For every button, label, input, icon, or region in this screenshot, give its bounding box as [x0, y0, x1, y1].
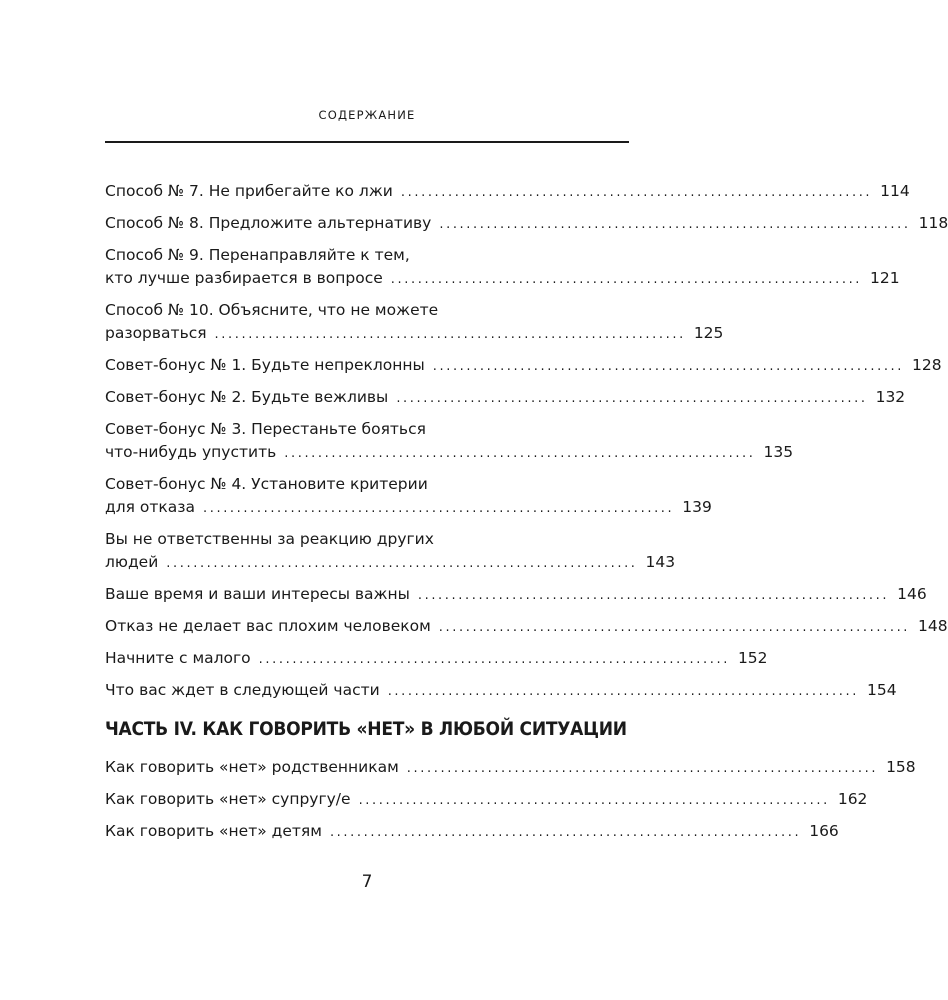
- toc-page-number: 146: [897, 585, 927, 603]
- toc-entries: [105, 180, 948, 711]
- toc-entry: [105, 647, 768, 671]
- toc-page-number: 132: [875, 388, 906, 406]
- toc-page-number: 139: [682, 498, 712, 516]
- toc-entry-title: Ваше время и ваши интересы важны: [105, 585, 410, 603]
- toc-leader-dots: ......................................................................: [166, 556, 638, 571]
- toc-entry-line: [105, 180, 910, 204]
- toc-entry: [105, 583, 927, 607]
- toc-entry-line: [105, 615, 948, 639]
- toc-page-number: 135: [763, 443, 794, 461]
- toc-entry-title: что-нибудь упустить: [105, 443, 277, 461]
- toc-entry-title: кто лучше разбирается в вопросе: [105, 269, 383, 287]
- toc-entry-line: [105, 647, 768, 671]
- toc-page-number: 114: [880, 182, 910, 200]
- toc-entry-title: Способ № 8. Предложите альтернативу: [105, 214, 432, 232]
- toc-entry-line: [105, 551, 676, 575]
- toc-entry: [105, 354, 942, 378]
- toc-entry-title: Вы не ответственны за реакцию других: [105, 530, 434, 548]
- toc-entry: [105, 788, 868, 812]
- toc-entry-title: Способ № 7. Не прибегайте ко лжи: [105, 182, 393, 200]
- toc-entry-line: [105, 496, 712, 520]
- toc-entry-line: [105, 386, 906, 410]
- toc-leader-dots: ......................................................................: [214, 327, 686, 342]
- toc-entry-line: [105, 528, 629, 551]
- toc-entry-title: Как говорить «нет» детям: [105, 822, 322, 840]
- toc-page-number: 125: [693, 324, 724, 342]
- toc-page-number: 148: [918, 617, 948, 635]
- toc-entry: [105, 473, 712, 520]
- toc-entry: [105, 244, 900, 291]
- toc-entry-title: Способ № 10. Объясните, что не можете: [105, 301, 439, 319]
- toc-entry: [105, 386, 906, 410]
- toc-entry: [105, 615, 948, 639]
- toc-entry: [105, 528, 676, 575]
- toc-entry-title: для отказа: [105, 498, 195, 516]
- toc-entry: [105, 418, 794, 465]
- section-heading: ЧАСТЬ IV. КАК ГОВОРИТЬ «НЕТ» В ЛЮБОЙ СИТУАЦИИ: [105, 718, 627, 740]
- toc-leader-dots: ......................................................................: [432, 359, 905, 374]
- toc-entry-line: [105, 820, 839, 844]
- toc-page-number: 143: [645, 553, 676, 571]
- toc-leader-dots: ......................................................................: [203, 501, 675, 516]
- toc-entry-line: [105, 788, 868, 812]
- toc-entry-line: [105, 267, 900, 291]
- toc-entry-line: [105, 322, 724, 346]
- toc-page: [105, 0, 948, 1000]
- toc-leader-dots: ......................................................................: [387, 684, 859, 699]
- toc-entry-line: [105, 299, 629, 322]
- toc-leader-dots: ......................................................................: [358, 793, 830, 808]
- toc-entry-title: Способ № 9. Перенаправляйте к тем,: [105, 246, 410, 264]
- toc-entry: [105, 820, 839, 844]
- toc-entry-title: Совет-бонус № 3. Перестаньте бояться: [105, 420, 426, 438]
- toc-leader-dots: ......................................................................: [439, 217, 911, 232]
- toc-page-number: 128: [912, 356, 942, 374]
- toc-entry-line: [105, 354, 942, 378]
- toc-entry: [105, 180, 910, 204]
- toc-leader-dots: ......................................................................: [258, 652, 730, 667]
- toc-entry-line: [105, 583, 927, 607]
- page-header: СОДЕРЖАНИЕ: [318, 108, 416, 122]
- toc-page-number: 152: [737, 649, 768, 667]
- page-number: 7: [361, 872, 373, 892]
- toc-entry-title: Как говорить «нет» супругу/е: [105, 790, 351, 808]
- toc-entry: [105, 299, 724, 346]
- toc-entry-title: Начните с малого: [105, 649, 251, 667]
- toc-page-number: 154: [866, 681, 897, 699]
- toc-entry-line: [105, 212, 948, 236]
- toc-entry-title: Что вас ждет в следующей части: [105, 681, 380, 699]
- toc-entry: [105, 679, 897, 703]
- toc-entry-title: разорваться: [105, 324, 207, 342]
- toc-leader-dots: ......................................................................: [329, 825, 802, 840]
- section-entries: [105, 756, 916, 852]
- toc-page-number: 162: [837, 790, 868, 808]
- toc-entry-title: Совет-бонус № 4. Установите критерии: [105, 475, 428, 493]
- toc-entry: [105, 212, 948, 236]
- toc-page-number: 158: [886, 758, 916, 776]
- toc-entry-title: Как говорить «нет» родственникам: [105, 758, 399, 776]
- toc-entry-title: Отказ не делает вас плохим человеком: [105, 617, 431, 635]
- toc-entry: [105, 756, 916, 780]
- toc-entry-line: [105, 679, 897, 703]
- toc-entry-line: [105, 756, 916, 780]
- toc-page-number: 118: [918, 214, 948, 232]
- toc-leader-dots: ......................................................................: [417, 588, 890, 603]
- toc-entry-title: Совет-бонус № 1. Будьте непреклонны: [105, 356, 425, 374]
- toc-entry-line: [105, 473, 629, 496]
- toc-entry-line: [105, 441, 794, 465]
- toc-entry-line: [105, 244, 629, 267]
- toc-entry-title: Совет-бонус № 2. Будьте вежливы: [105, 388, 389, 406]
- toc-entry-line: [105, 418, 629, 441]
- toc-page-number: 121: [870, 269, 900, 287]
- header-rule: [105, 141, 629, 143]
- toc-leader-dots: ......................................................................: [284, 446, 756, 461]
- toc-leader-dots: ......................................................................: [396, 391, 868, 406]
- toc-leader-dots: ......................................................................: [390, 272, 863, 287]
- toc-leader-dots: ......................................................................: [400, 185, 873, 200]
- toc-page-number: 166: [809, 822, 839, 840]
- toc-leader-dots: ......................................................................: [406, 761, 879, 776]
- toc-leader-dots: ......................................................................: [438, 620, 911, 635]
- toc-entry-title: людей: [105, 553, 159, 571]
